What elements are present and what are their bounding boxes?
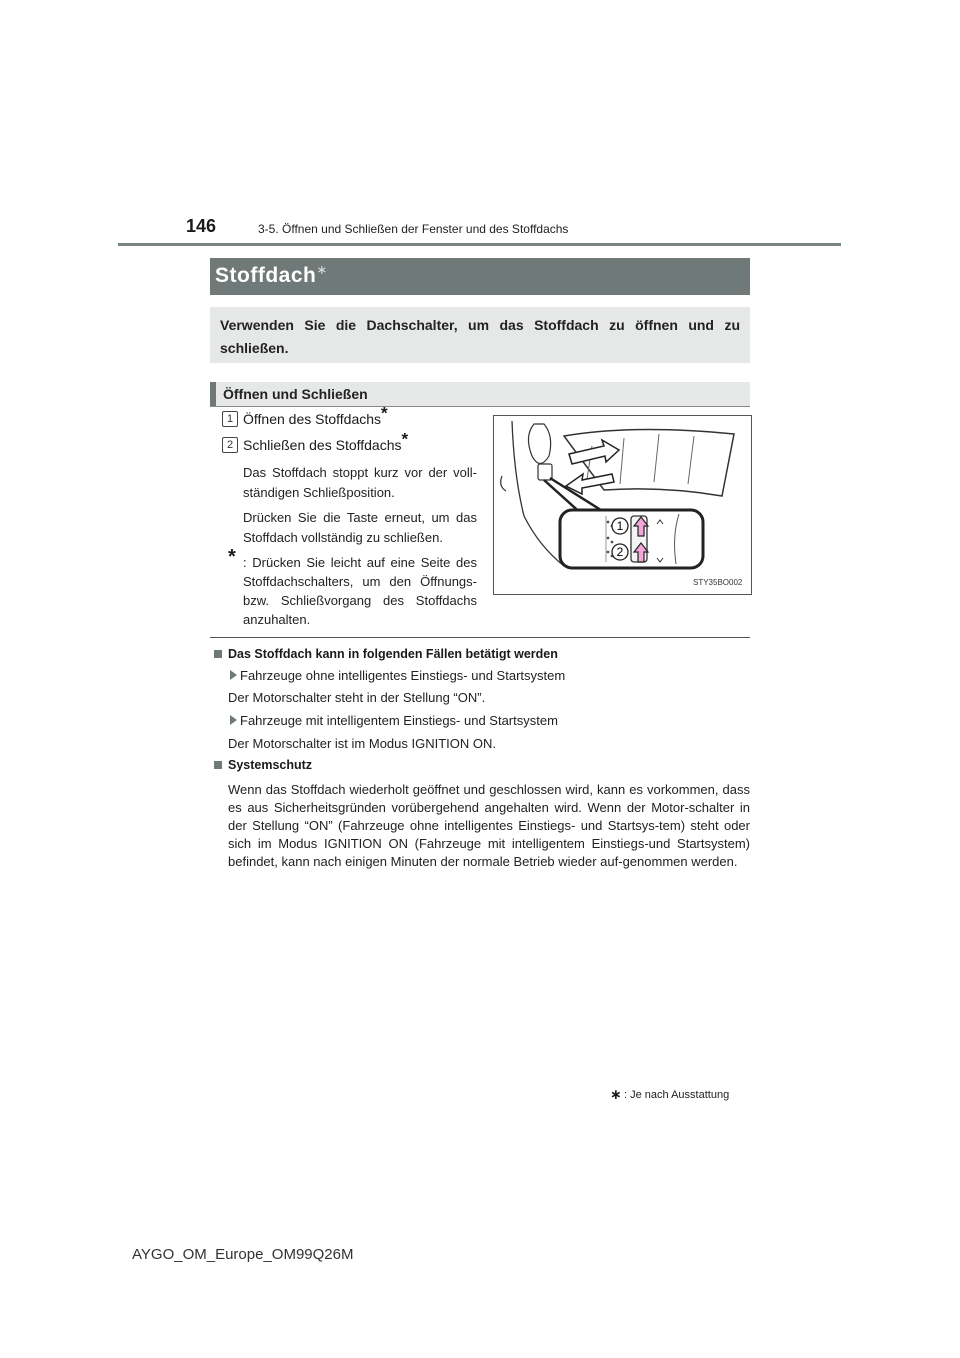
a-pillar	[512, 421, 564, 566]
intro-text-line1: Verwenden Sie die Dachschalter, um das Stoffdach zu öffnen und zu	[220, 317, 740, 333]
document-code: AYGO_OM_Europe_OM99Q26M	[132, 1246, 354, 1263]
open-direction-arrow	[569, 440, 619, 464]
step-2-badge: 2	[222, 437, 238, 453]
visor-clip	[501, 476, 506, 491]
note-1-line1: Das Stoffdach stoppt kurz vor der voll-	[243, 465, 477, 480]
section-bullet-icon	[214, 650, 222, 658]
illustration-svg	[494, 416, 751, 594]
note-2-line2: Stoffdach vollständig zu schließen.	[243, 530, 443, 545]
step-1-text	[243, 403, 388, 427]
close-direction-arrow	[566, 474, 614, 494]
header-divider	[118, 243, 841, 246]
step-2-text	[243, 429, 409, 453]
footnote-text: : Drücken Sie leicht auf eine Seite des Stoffdachschalters, um den Öffnungs- bzw. Schließvorgang des Stoffdachs anzuhalten.	[243, 555, 477, 627]
footnote-mark: *	[228, 546, 236, 568]
triangle-bullet-icon	[230, 670, 237, 680]
section-bullet-icon	[214, 761, 222, 769]
case-2-detail: Der Motorschalter ist im Modus IGNITION ON.	[228, 736, 496, 751]
step-1-badge: 1	[222, 411, 238, 427]
equipment-note-mark: ∗	[610, 1086, 622, 1102]
operation-heading: Das Stoffdach kann in folgenden Fällen betätigt werden	[228, 647, 558, 661]
callout-1-label: 1	[616, 519, 624, 533]
subsection-accent	[210, 382, 216, 406]
roof-switch-illustration	[493, 415, 752, 595]
subsection-divider	[210, 406, 750, 407]
note-1-line2: ständigen Schließposition.	[243, 485, 395, 500]
intro-text-line2: schließen.	[220, 340, 289, 356]
case-1-detail: Der Motorschalter steht in der Stellung “ON”.	[228, 690, 486, 705]
rearview-mirror	[528, 424, 550, 464]
section-divider	[210, 637, 750, 638]
chapter-title: 3-5. Öffnen und Schließen der Fenster und des Stoffdachs	[258, 222, 569, 236]
subsection-title: Öffnen und Schließen	[223, 386, 368, 402]
callout-2-label: 2	[616, 545, 624, 559]
step-2-label: Schließen des Stoffdachs	[243, 437, 402, 453]
case-1-title: Fahrzeuge ohne intelligentes Einstiegs- und Startsystem	[240, 668, 566, 683]
step-1-label: Öffnen des Stoffdachs	[243, 411, 382, 427]
section-title	[215, 262, 328, 288]
figure-code: STY35BO002	[693, 578, 743, 587]
system-protection-text: Wenn das Stoffdach wiederholt geöffnet und geschlossen wird, kann es vorkommen, dass es aus Sicherheitsgründen vorübergehend angehalten wird. Wenn der Motor-schalter in der Stellung “ON” (Fahrzeuge ohne intelligentes Einstiegs- und Startsys-tem) steht oder sich im Modus IGNITION ON (Fahrzeuge mit intelligentem Einstiegs-und Startsystem) befindet, kann nach einigen Minuten der normale Betrieb wieder auf-genommen werden.	[228, 782, 750, 869]
optional-equipment-mark: ∗	[316, 262, 328, 277]
switch-housing	[538, 464, 552, 480]
system-protection-heading: Systemschutz	[228, 758, 313, 772]
step-1-mark: *	[381, 403, 388, 423]
step-2-mark: *	[401, 429, 409, 449]
triangle-bullet-icon	[230, 715, 237, 725]
section-title-text: Stoffdach	[215, 264, 317, 287]
note-2-line1: Drücken Sie die Taste erneut, um das	[243, 510, 477, 525]
case-2-title: Fahrzeuge mit intelligentem Einstiegs- und Startsystem	[240, 713, 558, 728]
page-number: 146	[186, 216, 217, 236]
equipment-note-text: : Je nach Ausstattung	[624, 1089, 730, 1101]
